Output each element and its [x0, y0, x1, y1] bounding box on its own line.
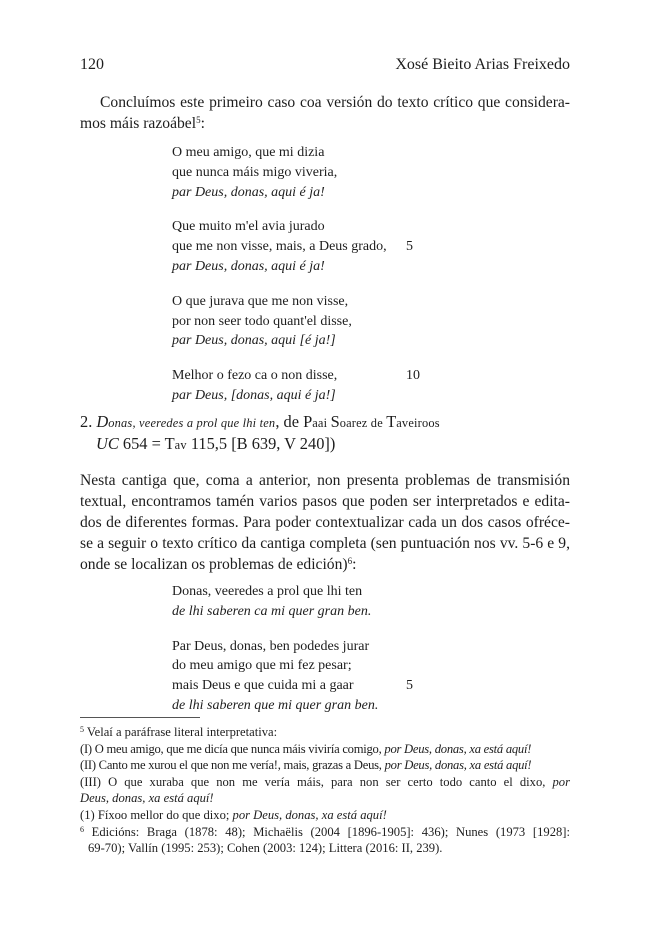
refrain-verse — [172, 696, 378, 716]
paraphrase-iii-refrain-start: por — [552, 774, 570, 789]
footnote-5-paraphrase-iii-cont: Deus, donas, xa está aquí! — [80, 791, 214, 806]
poem-critical-text-2 — [172, 582, 413, 731]
verse — [172, 366, 420, 386]
verse-text: O que jurava que me non visse, — [172, 293, 349, 309]
intro-line-1: Concluímos este primeiro caso coa versión do texto crítico que considera- — [100, 94, 570, 111]
running-header-author: Xosé Bieito Arias Freixedo — [395, 56, 570, 73]
ref-tav-rest: av — [174, 438, 187, 452]
author-initial-s: S — [330, 412, 340, 431]
verse — [172, 656, 378, 676]
refrain-verse — [172, 257, 387, 277]
para2-line-5-end: : — [352, 556, 357, 573]
verse-number: 5 — [406, 678, 413, 694]
section-2-paragraph — [80, 470, 570, 575]
verse-text: mais Deus e que cuida mi a gaar — [172, 678, 354, 694]
paraphrase-i-text: (I) O meu amigo, que me dicía que nunca máis viviría comigo, — [80, 741, 385, 756]
footnote-5-intro-text: Velaí a paráfrase literal interpretativa: — [84, 725, 278, 739]
intro-line-2-text: mos máis razoábel — [80, 115, 197, 132]
para2-line-2: textual, encontramos tamén varios pasos que poden ser interpretados e edita- — [80, 493, 570, 510]
author-p-rest: aai — [312, 416, 331, 430]
stanza — [172, 366, 420, 406]
footnotes — [80, 724, 570, 857]
footnote-6-line-1 — [80, 824, 570, 841]
intro-line-2-end: : — [200, 115, 205, 132]
paraphrase-1-refrain: por Deus, donas, xa está aquí! — [232, 807, 387, 822]
verse — [172, 163, 387, 183]
intro-line-2 — [80, 113, 570, 134]
paraphrase-ii-refrain: por Deus, donas, xa está aquí! — [384, 758, 532, 773]
para2-line-5-text: onde se localizan os problemas de edición) — [80, 556, 348, 573]
stanza — [172, 637, 413, 716]
verse — [172, 237, 413, 257]
footnote-5-paraphrase-iii — [80, 774, 570, 791]
ref-tav-initial: T — [164, 434, 175, 453]
page-number: 120 — [80, 56, 104, 73]
verse-text: do meu amigo que mi fez pesar; — [172, 658, 352, 674]
verse-text: Que muito m'el avia jurado — [172, 219, 325, 235]
verse — [172, 217, 387, 237]
para2-line-3: dos de diferentes formas. Para poder contextualizar cada un dos casos ofréce- — [80, 514, 570, 531]
refrain-verse — [172, 386, 387, 406]
stanza — [172, 582, 378, 622]
verse-text: que nunca máis migo viveria, — [172, 164, 338, 180]
author-initial-t: T — [386, 412, 397, 431]
author-s-rest: oarez de — [339, 416, 387, 430]
refrain-verse — [172, 331, 387, 351]
ref-end: 115,5 [B 639, V 240]) — [186, 434, 336, 453]
verse-text: par Deus, donas, aqui é ja! — [172, 184, 325, 200]
footnote-ref-6[interactable]: 6 — [347, 556, 353, 566]
refrain-verse — [172, 183, 387, 203]
footnote-6-line-2: 69-70); Vallín (1995: 253); Cohen (2003: 124); Littera (2016: II, 239). — [88, 841, 443, 856]
verse-number: 10 — [406, 368, 420, 384]
footnote-5-paraphrase-1 — [80, 807, 570, 824]
footnote-5-paraphrase-ii — [80, 757, 570, 774]
section-number: 2. — [80, 412, 93, 431]
verse-text: de lhi saberen ca mi quer gran ben. — [172, 603, 372, 619]
verse-text: Melhor o fezo ca o non disse, — [172, 368, 338, 384]
footnote-ref-5[interactable]: 5 — [196, 115, 201, 125]
footnote-5-intro — [80, 724, 570, 741]
refrain-verse — [172, 602, 378, 622]
para2-line-5 — [80, 554, 570, 575]
verse-text: par Deus, [donas, aqui é ja!] — [172, 387, 336, 403]
troubadour-name — [303, 412, 440, 431]
footnote-6-marker: 6 — [80, 824, 84, 834]
section-2-reference — [96, 433, 335, 456]
footnote-5-marker: 5 — [80, 725, 84, 734]
ref-uc: UC — [96, 434, 119, 453]
paraphrase-ii-text: (II) Canto me xurou el que non me vería!, mais, grazas a Deus, — [80, 758, 385, 773]
paraphrase-iii-text: (III) O que xuraba que non me vería máis, para non ser certo todo canto el dixo, — [80, 774, 553, 789]
verse-text: por non seer todo quant'el disse, — [172, 313, 352, 329]
verse-text: par Deus, donas, aqui é ja! — [172, 258, 325, 274]
title-by: , de — [275, 412, 304, 431]
title-initial: D — [96, 412, 109, 431]
cantiga-title — [96, 412, 275, 431]
paraphrase-1-text: (1) Fíxoo mellor do que dixo; — [80, 807, 233, 822]
footnote-5-paraphrase-i — [80, 741, 570, 758]
stanza — [172, 292, 387, 351]
verse — [172, 582, 378, 602]
stanza — [172, 217, 413, 276]
verse — [172, 312, 387, 332]
verse-text: Donas, veeredes a prol que lhi ten — [172, 584, 363, 599]
verse — [172, 637, 378, 657]
footnote-6-text-1: Edicións: Braga (1878: 48); Michaëlis (2004 [1896-1905]: 436); Nunes (1973 [1928]: — [84, 824, 570, 839]
paraphrase-i-refrain: por Deus, donas, xa está aquí! — [384, 741, 532, 756]
ref-number: 654 = — [118, 434, 165, 453]
verse-text: par Deus, donas, aqui [é ja!] — [172, 333, 336, 349]
verse-text: O meu amigo, que mi dizia — [172, 145, 325, 160]
para2-line-4: se a seguir o texto crítico da cantiga completa (sen puntuación nos vv. 5-6 e 9, — [80, 535, 570, 552]
section-2-heading — [80, 411, 440, 434]
verse — [172, 676, 413, 696]
author-initial-p: P — [303, 412, 313, 431]
verse-text: que me non visse, mais, a Deus grado, — [172, 239, 387, 255]
verse-number: 5 — [406, 239, 413, 255]
verse — [172, 143, 387, 163]
poem-critical-text-1 — [172, 143, 420, 421]
intro-paragraph — [80, 92, 570, 134]
verse-text: Par Deus, donas, ben podedes jurar — [172, 638, 370, 654]
verse-text: de lhi saberen que mi quer gran ben. — [172, 697, 379, 713]
title-rest: onas, veeredes a prol que lhi ten — [108, 416, 276, 430]
para2-line-1: Nesta cantiga que, coma a anterior, non presenta problemas de transmisión — [80, 472, 570, 489]
stanza — [172, 143, 387, 202]
verse — [172, 292, 387, 312]
author-t-rest: aveiroos — [396, 416, 440, 430]
footnote-rule — [80, 717, 200, 718]
